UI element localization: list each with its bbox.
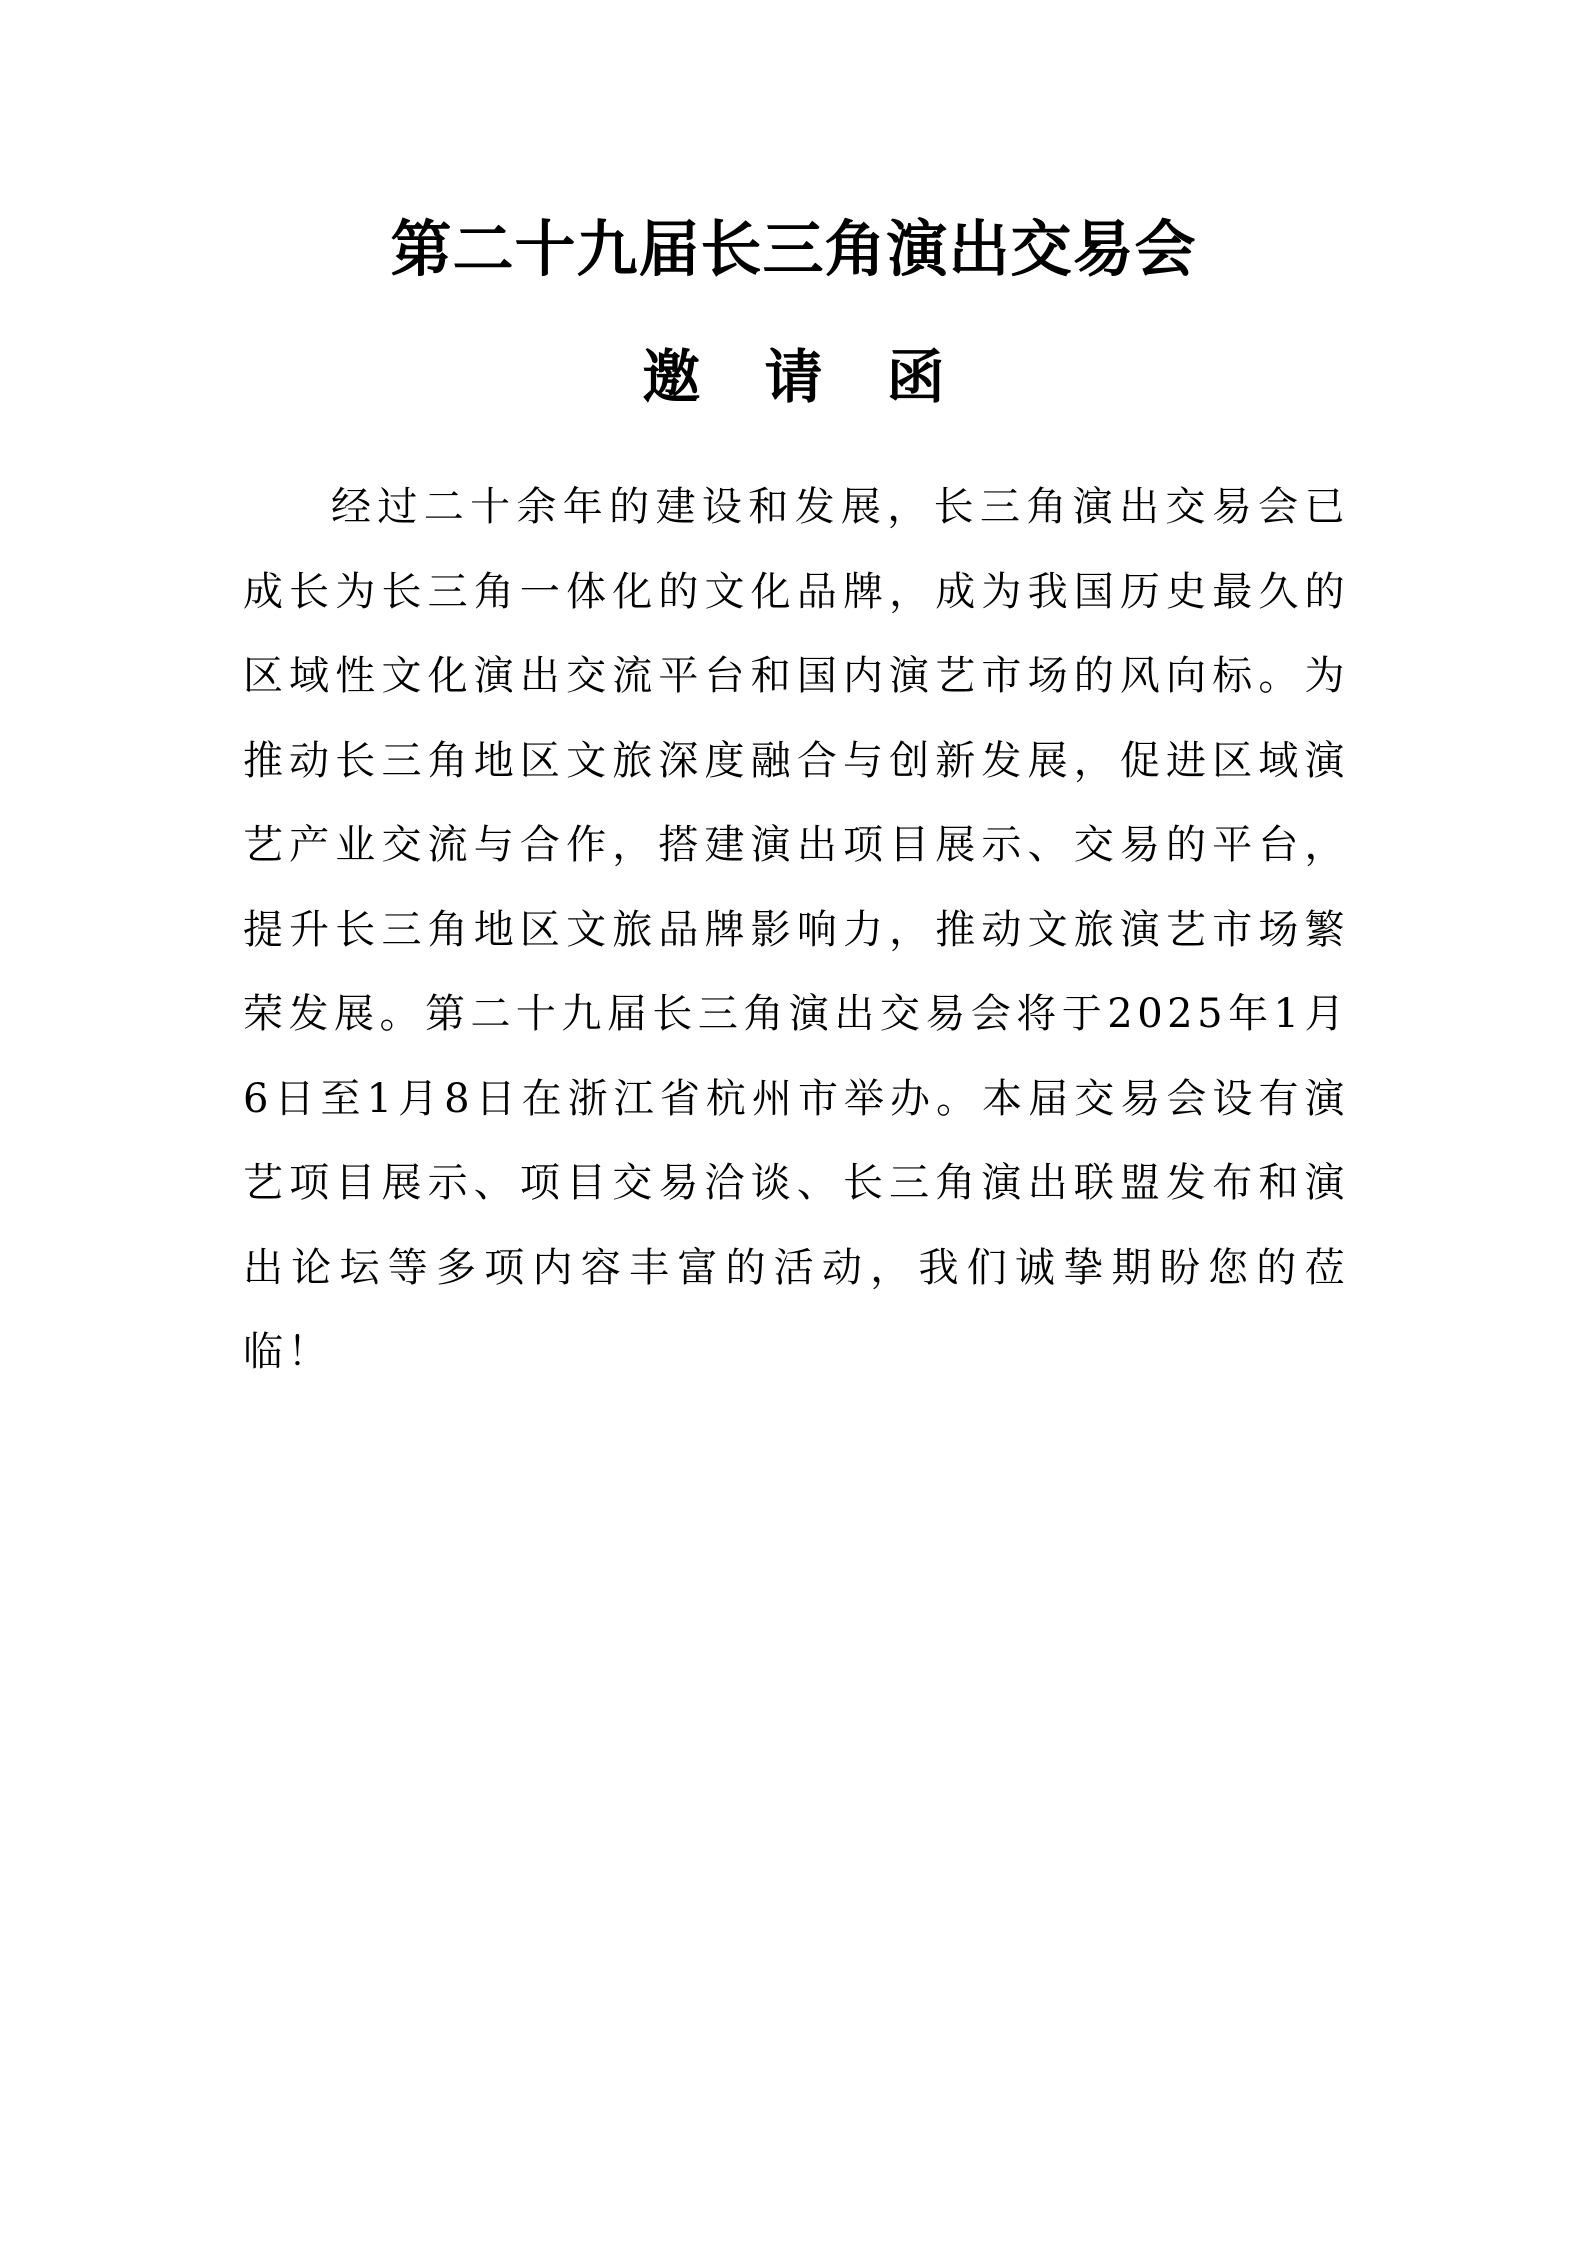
document-subtitle: 邀 请 函 — [642, 343, 967, 411]
document-title: 第二十九届长三角演出交易会 — [390, 214, 1197, 285]
invitation-body-paragraph: 经过二十余年的建设和发展，长三角演出交易会已成长为长三角一体化的文化品牌，成为我国历史最久的区域性文化演出交流平台和国内演艺市场的风向标。为推动长三角地区文旅深度融合与创新发展，促进区域演艺产业交流与合作，搭建演出项目展示、交易的平台，提升长三角地区文旅品牌影响力，推动文旅演艺市场繁荣发展。第二十九届长三角演出交易会将于2025年1月6日至1月8日在浙江省杭州市举办。本届交易会设有演艺项目展示、项目交易洽谈、长三角演出联盟发布和演出论坛等多项内容丰富的活动，我们诚挚期盼您的莅临！ — [243, 484, 1349, 1375]
